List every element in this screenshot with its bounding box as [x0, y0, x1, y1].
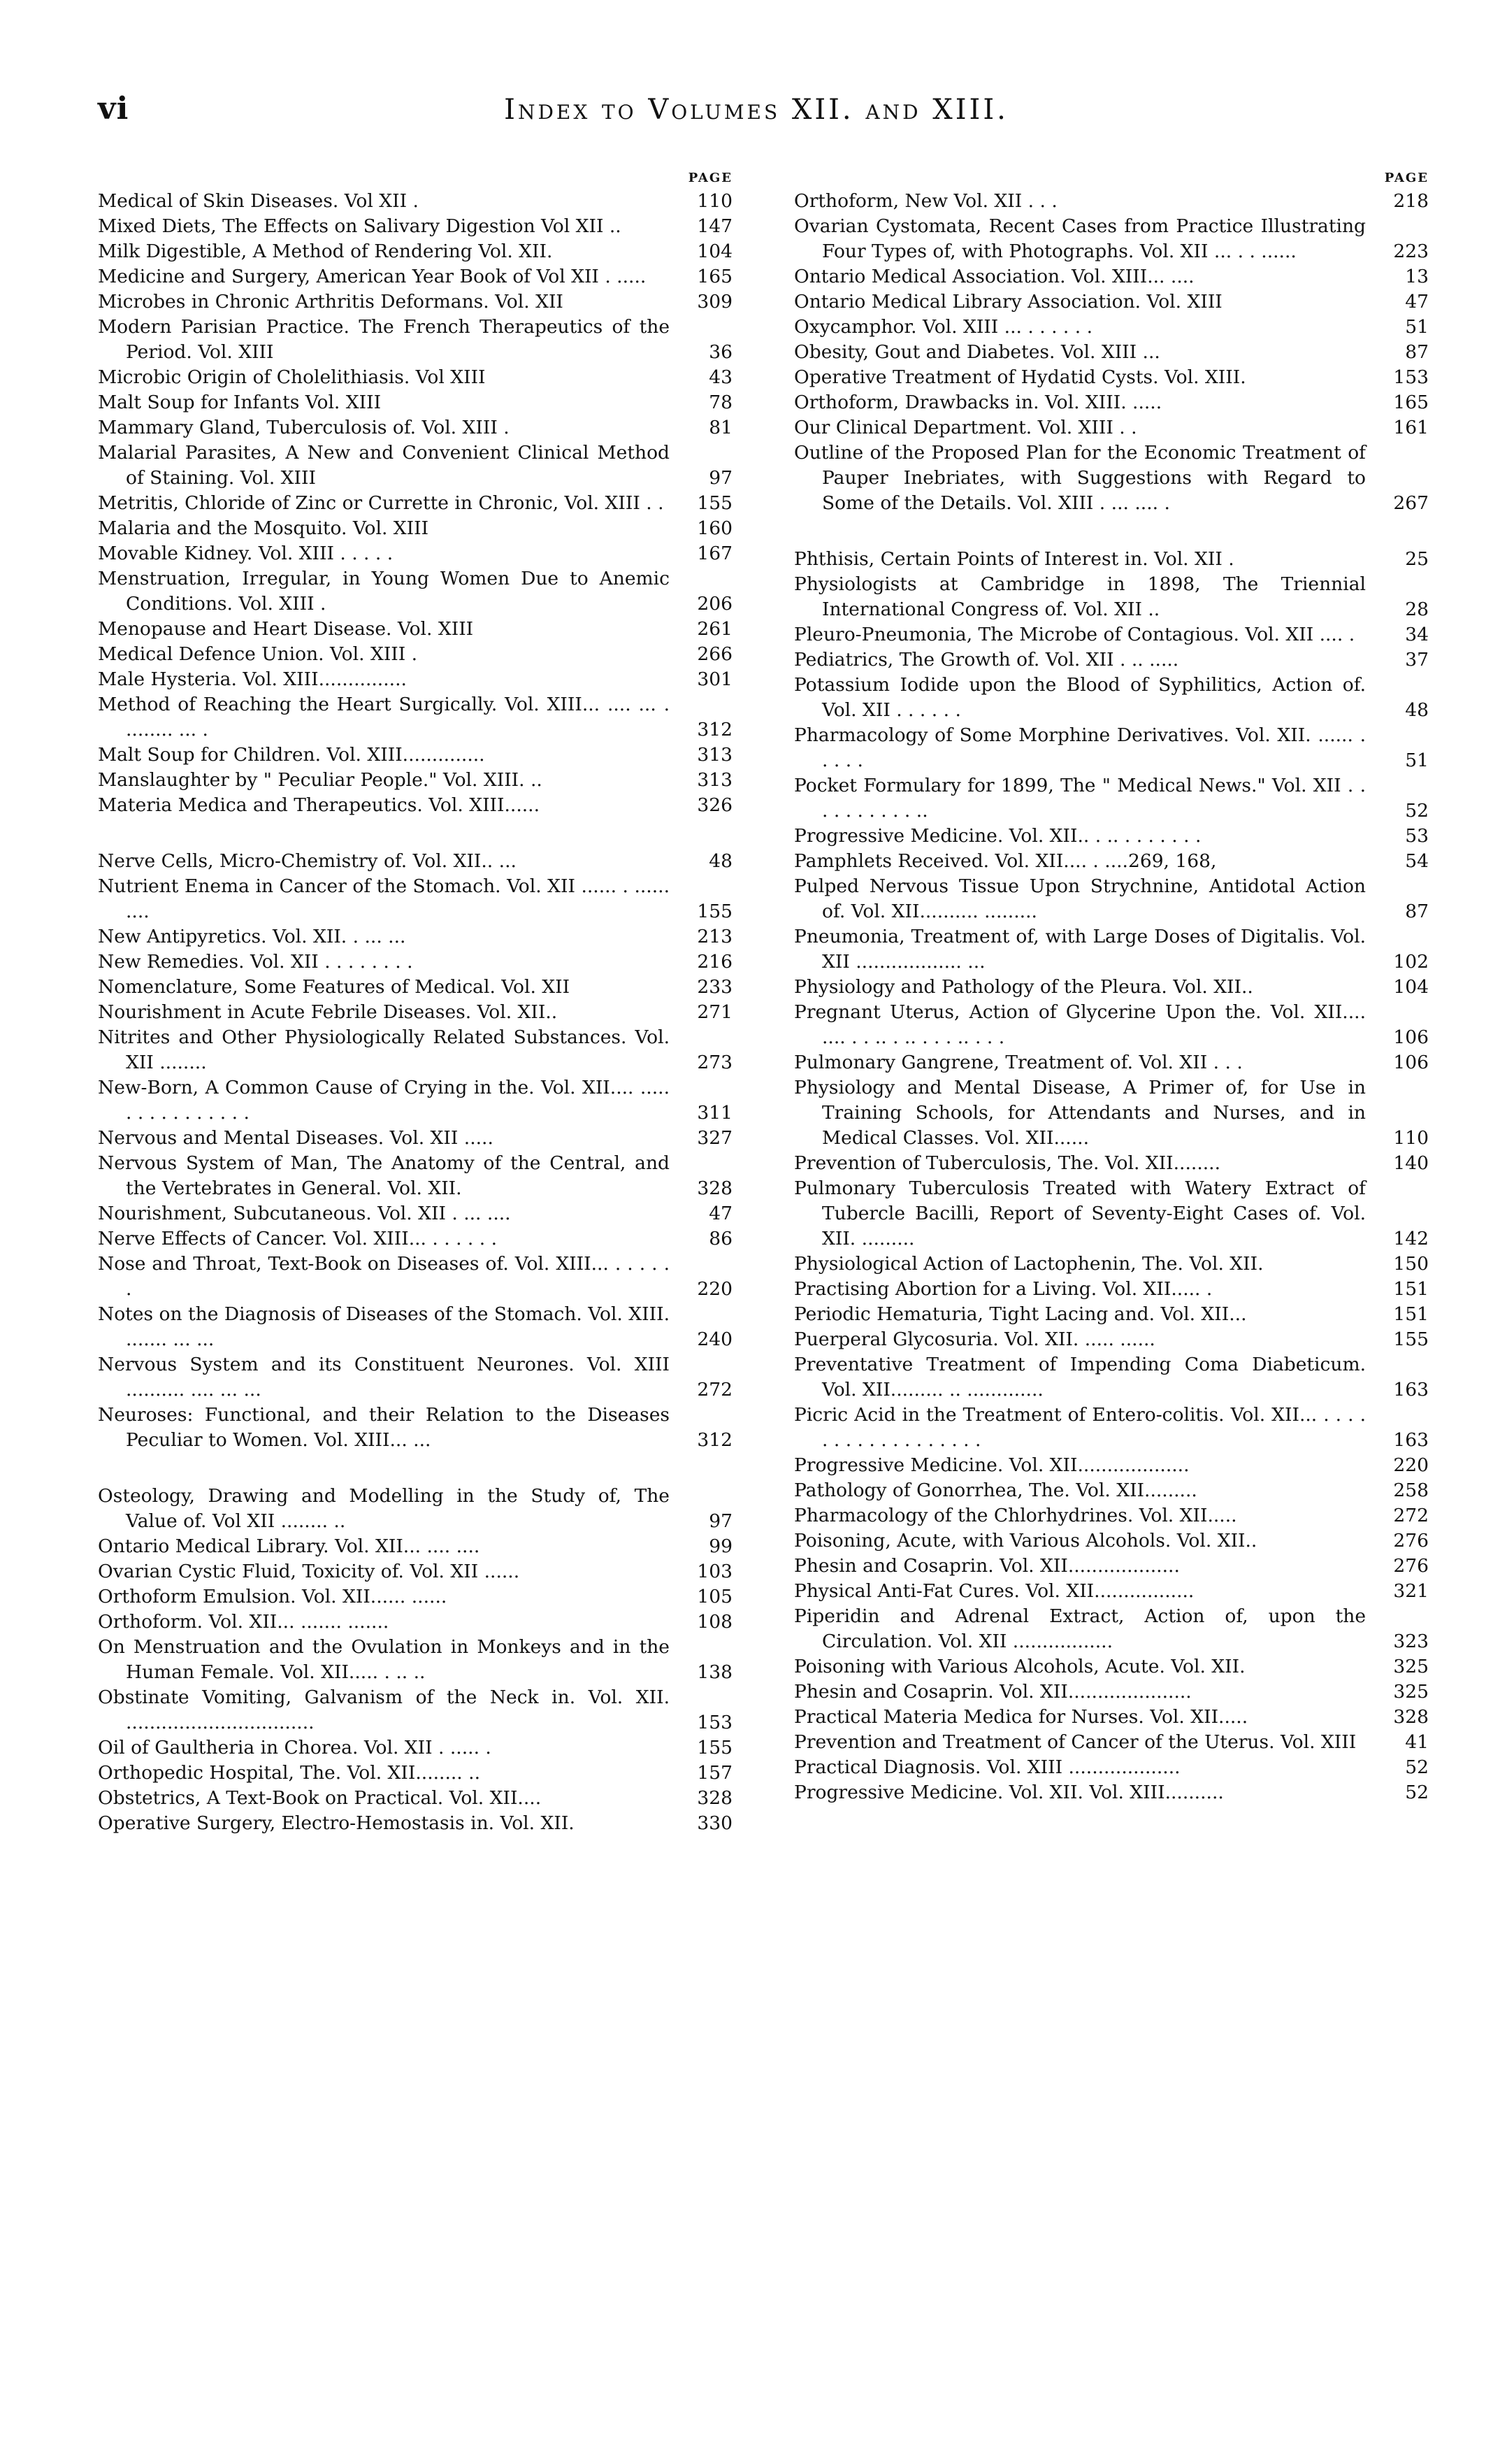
entry-text: Medical of Skin Diseases. Vol XII .: [98, 190, 419, 212]
index-entry: [794, 1528, 1429, 1554]
entry-page-number: 165: [1393, 392, 1429, 413]
entry-page-number: 325: [1393, 1656, 1429, 1677]
entry-page-number: 272: [697, 1379, 733, 1401]
index-entry: [794, 415, 1429, 440]
entry-text: Poisoning, Acute, with Various Alcohols. Vol. XII..: [794, 1530, 1257, 1552]
entry-text: Ovarian Cystic Fluid, Toxicity of. Vol. XII ......: [98, 1561, 520, 1582]
entry-page-number: 48: [1405, 699, 1429, 721]
index-entry: [794, 1352, 1429, 1403]
index-entry: [794, 1755, 1429, 1780]
entry-page-number: 86: [709, 1228, 733, 1249]
entry-text: Orthoform, New Vol. XII . . .: [794, 190, 1058, 212]
index-entry: [98, 315, 733, 365]
index-entry: [98, 1685, 733, 1735]
entry-page-number: 155: [697, 492, 733, 514]
entry-text: Nerve Cells, Micro-Chemistry of. Vol. XII.. ...: [98, 850, 517, 872]
entry-text: Pulped Nervous Tissue Upon Strychnine, Antidotal Action of. Vol. XII.......... .........: [794, 875, 1366, 922]
entry-text: Nervous System of Man, The Anatomy of the Central, and the Vertebrates in General. Vol. XII.: [98, 1152, 670, 1199]
entry-page-number: 163: [1393, 1429, 1429, 1451]
index-entry: [98, 1484, 733, 1534]
index-entry: [794, 1327, 1429, 1352]
entry-text: Menstruation, Irregular, in Young Women Due to Anemic Conditions. Vol. XIII .: [98, 568, 670, 615]
entry-page-number: 311: [697, 1102, 733, 1124]
entry-text: Ontario Medical Library. Vol. XII... .... ....: [98, 1535, 480, 1557]
entry-page-number: 327: [697, 1127, 733, 1149]
entry-text: Periodic Hematuria, Tight Lacing and. Vol. XII...: [794, 1303, 1247, 1325]
entry-page-number: 13: [1405, 266, 1429, 287]
right-page-label: PAGE: [1384, 171, 1429, 185]
entry-text: Physiology and Pathology of the Pleura. Vol. XII..: [794, 976, 1253, 998]
index-entry: [98, 1635, 733, 1685]
entry-page-number: 41: [1405, 1731, 1429, 1753]
index-entry: [98, 1811, 733, 1836]
entry-page-number: 323: [1393, 1631, 1429, 1652]
entry-text: Pharmacology of the Chlorhydrines. Vol. XII.....: [794, 1505, 1237, 1526]
entry-page-number: 104: [1393, 976, 1429, 998]
index-entry: [98, 1025, 733, 1075]
entry-text: Obesity, Gout and Diabetes. Vol. XIII ...: [794, 341, 1160, 363]
entry-text: Puerperal Glycosuria. Vol. XII. ..... ......: [794, 1328, 1155, 1350]
entry-text: Operative Surgery, Electro-Hemostasis in. Vol. XII.: [98, 1812, 575, 1834]
entry-page-number: 216: [697, 951, 733, 973]
entry-page-number: 54: [1405, 850, 1429, 872]
entry-page-number: 48: [709, 850, 733, 872]
section-gap: [794, 516, 1429, 547]
index-entry: [98, 1559, 733, 1584]
index-entry: [98, 1584, 733, 1610]
entry-text: Manslaughter by " Peculiar People." Vol. XIII. ..: [98, 769, 542, 791]
entry-text: Medicine and Surgery, American Year Book of Vol XII . .....: [98, 266, 647, 287]
index-entry: [98, 189, 733, 214]
index-entry: [794, 1050, 1429, 1075]
index-entry: [794, 975, 1429, 1000]
entry-page-number: 276: [1393, 1530, 1429, 1552]
index-entry: [98, 516, 733, 541]
entry-page-number: 81: [709, 417, 733, 438]
entry-text: Materia Medica and Therapeutics. Vol. XIII......: [98, 794, 540, 816]
entry-page-number: 43: [709, 366, 733, 388]
entry-page-number: 142: [1393, 1228, 1429, 1249]
entry-page-number: 218: [1393, 190, 1429, 212]
index-entry: [98, 289, 733, 315]
entry-text: On Menstruation and the Ovulation in Monkeys and in the Human Female. Vol. XII..... . .. ..: [98, 1636, 670, 1683]
entry-text: Nervous and Mental Diseases. Vol. XII .....: [98, 1127, 493, 1149]
entry-page-number: 52: [1405, 800, 1429, 822]
entry-text: Physical Anti-Fat Cures. Vol. XII.................: [794, 1580, 1195, 1602]
section-gap: [98, 1453, 733, 1484]
entry-page-number: 110: [697, 190, 733, 212]
entry-page-number: 34: [1405, 624, 1429, 645]
entry-text: Pharmacology of Some Morphine Derivatives. Vol. XII. ...... . . . . .: [794, 724, 1366, 771]
index-entry: [98, 1610, 733, 1635]
index-entry: [98, 874, 733, 924]
entry-page-number: 155: [697, 1737, 733, 1759]
index-entry: [98, 950, 733, 975]
index-entry: [794, 1000, 1429, 1050]
entry-page-number: 99: [709, 1535, 733, 1557]
index-entry: [794, 924, 1429, 975]
index-entry: [794, 1277, 1429, 1302]
index-entry: [98, 1000, 733, 1025]
entry-page-number: 276: [1393, 1555, 1429, 1577]
entry-text: Medical Defence Union. Vol. XIII .: [98, 643, 418, 665]
index-entry: [98, 365, 733, 390]
entry-page-number: 312: [697, 1429, 733, 1451]
index-entry: [98, 1761, 733, 1786]
index-entry: [794, 1176, 1429, 1252]
entry-page-number: 150: [1393, 1253, 1429, 1275]
entry-text: Practising Abortion for a Living. Vol. XII..... .: [794, 1278, 1213, 1300]
index-entry: [794, 214, 1429, 264]
entry-page-number: 52: [1405, 1756, 1429, 1778]
entry-text: Piperidin and Adrenal Extract, Action of, upon the Circulation. Vol. XII .................: [794, 1605, 1366, 1652]
index-entry: [794, 1503, 1429, 1528]
entry-text: Mammary Gland, Tuberculosis of. Vol. XIII .: [98, 417, 510, 438]
entry-text: Nourishment in Acute Febrile Diseases. Vol. XII..: [98, 1001, 558, 1023]
index-entry: [98, 1075, 733, 1126]
index-entry: [98, 541, 733, 566]
index-entry: [98, 743, 733, 768]
index-entry: [794, 189, 1429, 214]
section-gap: [98, 818, 733, 849]
entry-text: Oxycamphor. Vol. XIII ... . . . . . .: [794, 316, 1093, 338]
entry-page-number: 147: [697, 215, 733, 237]
entry-text: Practical Materia Medica for Nurses. Vol. XII.....: [794, 1706, 1248, 1728]
entry-page-number: 47: [709, 1203, 733, 1224]
index-entry: [794, 315, 1429, 340]
entry-page-number: 140: [1393, 1152, 1429, 1174]
entry-text: Pediatrics, The Growth of. Vol. XII . .. .....: [794, 649, 1179, 671]
entry-page-number: 153: [697, 1712, 733, 1733]
entry-page-number: 36: [709, 341, 733, 363]
entry-page-number: 106: [1393, 1026, 1429, 1048]
index-entry: [98, 390, 733, 415]
entry-page-number: 87: [1405, 341, 1429, 363]
index-entry: [98, 214, 733, 239]
index-entry: [98, 1302, 733, 1352]
entry-text: Pocket Formulary for 1899, The " Medical News." Vol. XII . . . . . . . . . . ..: [794, 775, 1366, 822]
entry-text: New-Born, A Common Cause of Crying in the. Vol. XII.... ..... . . . . . . . . . . .: [98, 1077, 670, 1124]
page-header: [98, 91, 1429, 168]
index-entry: [794, 440, 1429, 516]
entry-page-number: 309: [697, 291, 733, 313]
entry-text: Physiologists at Cambridge in 1898, The Triennial International Congress of. Vol. XII ..: [794, 573, 1366, 620]
entry-text: Potassium Iodide upon the Blood of Syphilitics, Action of. Vol. XII . . . . . .: [794, 674, 1366, 721]
index-entry: [794, 723, 1429, 773]
entry-text: Neuroses: Functional, and their Relation to the Diseases Peculiar to Women. Vol. XIII... ...: [98, 1404, 670, 1451]
entry-page-number: 266: [697, 643, 733, 665]
entry-page-number: 102: [1393, 951, 1429, 973]
index-entry: [98, 566, 733, 617]
index-entry: [794, 874, 1429, 924]
entry-text: Pamphlets Received. Vol. XII.... . ....269, 168,: [794, 850, 1217, 872]
entry-text: Picric Acid in the Treatment of Entero-colitis. Vol. XII... . . . . . . . . . . . . . . . . . .: [794, 1404, 1366, 1451]
entry-text: New Remedies. Vol. XII . . . . . . . .: [98, 951, 413, 973]
index-entry: [794, 773, 1429, 824]
entry-page-number: 167: [697, 543, 733, 564]
index-entry: [98, 1352, 733, 1403]
index-entry: [794, 572, 1429, 622]
entry-page-number: 52: [1405, 1782, 1429, 1803]
entry-text: Microbic Origin of Cholelithiasis. Vol XIII: [98, 366, 486, 388]
left-column: [98, 168, 733, 1836]
entry-text: Pleuro-Pneumonia, The Microbe of Contagious. Vol. XII .... .: [794, 624, 1355, 645]
entry-page-number: 240: [697, 1328, 733, 1350]
index-entry: [794, 289, 1429, 315]
entry-text: Pulmonary Gangrene, Treatment of. Vol. XII . . .: [794, 1052, 1243, 1073]
entry-text: Modern Parisian Practice. The French Therapeutics of the Period. Vol. XIII: [98, 316, 670, 363]
index-entry: [794, 1780, 1429, 1805]
entry-text: Nervous System and its Constituent Neurones. Vol. XIII .......... .... ... ...: [98, 1354, 670, 1401]
entry-page-number: 330: [697, 1812, 733, 1834]
entry-text: Prevention and Treatment of Cancer of the Uterus. Vol. XIII: [794, 1731, 1357, 1753]
index-entry: [98, 667, 733, 692]
entry-text: Obstinate Vomiting, Galvanism of the Neck in. Vol. XII. ................................: [98, 1686, 670, 1733]
index-entry: [98, 440, 733, 491]
entry-page-number: 104: [697, 241, 733, 262]
entry-page-number: 328: [697, 1177, 733, 1199]
entry-page-number: 271: [697, 1001, 733, 1023]
entry-text: Prevention of Tuberculosis, The. Vol. XII........: [794, 1152, 1221, 1174]
index-entry: [794, 1679, 1429, 1705]
entry-page-number: 213: [697, 926, 733, 947]
index-entry: [98, 1226, 733, 1252]
page-number: vi: [98, 91, 129, 127]
entry-text: Nutrient Enema in Cancer of the Stomach. Vol. XII ...... . ...... ....: [98, 875, 670, 922]
entry-text: Movable Kidney. Vol. XIII . . . . .: [98, 543, 394, 564]
entry-page-number: 157: [697, 1762, 733, 1784]
entry-text: Progressive Medicine. Vol. XII. Vol. XIII..........: [794, 1782, 1224, 1803]
index-entry: [794, 1554, 1429, 1579]
entry-page-number: 258: [1393, 1480, 1429, 1501]
entry-text: Pneumonia, Treatment of, with Large Doses of Digitalis. Vol. XII .................. ...: [794, 926, 1366, 973]
entry-text: Pulmonary Tuberculosis Treated with Watery Extract of Tubercle Bacilli, Report of Seventy-Eight Cases of. Vol. XII. .........: [794, 1177, 1366, 1249]
entry-text: Male Hysteria. Vol. XIII...............: [98, 668, 407, 690]
entry-page-number: 321: [1393, 1580, 1429, 1602]
entry-text: Physiological Action of Lactophenin, The. Vol. XII.: [794, 1253, 1264, 1275]
index-entry: [794, 1252, 1429, 1277]
index-entry: [98, 924, 733, 950]
entry-text: Malarial Parasites, A New and Convenient Clinical Method of Staining. Vol. XIII: [98, 442, 670, 489]
entry-page-number: 25: [1405, 548, 1429, 570]
index-entry: [98, 1403, 733, 1453]
index-entry: [98, 617, 733, 642]
index-entry: [98, 793, 733, 818]
entry-text: Phesin and Cosaprin. Vol. XII.....................: [794, 1681, 1192, 1703]
entry-page-number: 105: [697, 1586, 733, 1607]
index-entry: [98, 975, 733, 1000]
entry-text: Notes on the Diagnosis of Diseases of the Stomach. Vol. XIII. ....... ... ...: [98, 1303, 670, 1350]
entry-text: Our Clinical Department. Vol. XIII . .: [794, 417, 1137, 438]
entry-page-number: 326: [697, 794, 733, 816]
entry-text: Physiology and Mental Disease, A Primer of, for Use in Training Schools, for Attendants and Nurses, and in Medical Classes. Vol. XII......: [794, 1077, 1366, 1149]
entry-text: Progressive Medicine. Vol. XII.. . .. . . . . . . .: [794, 825, 1202, 847]
entry-page-number: 313: [697, 744, 733, 766]
entry-text: Pregnant Uterus, Action of Glycerine Upon the. Vol. XII.... .... . . .. . .. . . . .. . . .: [794, 1001, 1366, 1048]
entry-page-number: 165: [697, 266, 733, 287]
right-column: [794, 168, 1429, 1836]
entry-page-number: 261: [697, 618, 733, 640]
index-entry: [794, 824, 1429, 849]
entry-text: Mixed Diets, The Effects on Salivary Digestion Vol XII ..: [98, 215, 621, 237]
entry-page-number: 51: [1405, 750, 1429, 771]
entry-text: Ovarian Cystomata, Recent Cases from Practice Illustrating Four Types of, with Photographs. Vol. XII ... . . ......: [794, 215, 1366, 262]
entry-text: Oil of Gaultheria in Chorea. Vol. XII . ..... .: [98, 1737, 491, 1759]
entry-page-number: 78: [709, 392, 733, 413]
entry-page-number: 313: [697, 769, 733, 791]
entry-text: New Antipyretics. Vol. XII. . ... ...: [98, 926, 406, 947]
entry-page-number: 51: [1405, 316, 1429, 338]
entry-page-number: 312: [697, 719, 733, 740]
entry-text: Microbes in Chronic Arthritis Deformans. Vol. XII: [98, 291, 563, 313]
entry-page-number: 47: [1405, 291, 1429, 313]
index-entry: [794, 1151, 1429, 1176]
entry-page-number: 272: [1393, 1505, 1429, 1526]
index-entry: [98, 1534, 733, 1559]
entry-page-number: 37: [1405, 649, 1429, 671]
index-columns: [98, 168, 1429, 1836]
index-entry: [98, 415, 733, 440]
page-title: Index to Volumes XII. and XIII.: [504, 94, 1009, 126]
entry-text: Osteology, Drawing and Modelling in the Study of, The Value of. Vol XII ........ ..: [98, 1485, 670, 1532]
entry-page-number: 97: [709, 467, 733, 489]
entry-page-number: 155: [1393, 1328, 1429, 1350]
entry-text: Nomenclature, Some Features of Medical. Vol. XII: [98, 976, 570, 998]
entry-page-number: 110: [1393, 1127, 1429, 1149]
entry-page-number: 206: [697, 593, 733, 615]
index-entry: [98, 849, 733, 874]
entry-page-number: 97: [709, 1510, 733, 1532]
entry-page-number: 301: [697, 668, 733, 690]
index-entry: [794, 622, 1429, 647]
entry-page-number: 267: [1393, 492, 1429, 514]
entry-text: Phesin and Cosaprin. Vol. XII...................: [794, 1555, 1180, 1577]
entry-page-number: 233: [697, 976, 733, 998]
index-entry: [794, 365, 1429, 390]
index-entry: [98, 1151, 733, 1201]
entry-page-number: 153: [1393, 366, 1429, 388]
entry-page-number: 328: [1393, 1706, 1429, 1728]
index-entry: [98, 768, 733, 793]
entry-text: Ontario Medical Association. Vol. XIII... ....: [794, 266, 1195, 287]
index-entry: [98, 264, 733, 289]
entry-page-number: 160: [697, 517, 733, 539]
entry-page-number: 151: [1393, 1303, 1429, 1325]
index-entry: [794, 1478, 1429, 1503]
index-entry: [98, 239, 733, 264]
index-entry: [794, 1705, 1429, 1730]
index-entry: [794, 1403, 1429, 1453]
index-entry: [98, 491, 733, 516]
entry-text: Metritis, Chloride of Zinc or Currette in Chronic, Vol. XIII . .: [98, 492, 664, 514]
entry-page-number: 87: [1405, 901, 1429, 922]
entry-page-number: 53: [1405, 825, 1429, 847]
entry-text: Phthisis, Certain Points of Interest in. Vol. XII .: [794, 548, 1234, 570]
entry-page-number: 108: [697, 1611, 733, 1633]
entry-text: Poisoning with Various Alcohols, Acute. Vol. XII.: [794, 1656, 1246, 1677]
entry-text: Orthoform, Drawbacks in. Vol. XIII. .....: [794, 392, 1162, 413]
entry-text: Malt Soup for Infants Vol. XIII: [98, 392, 382, 413]
index-entry: [794, 1302, 1429, 1327]
entry-text: Malaria and the Mosquito. Vol. XIII: [98, 517, 429, 539]
entry-text: Method of Reaching the Heart Surgically. Vol. XIII... .... ... . ........ ... .: [98, 694, 670, 740]
entry-page-number: 328: [697, 1787, 733, 1809]
entry-page-number: 220: [697, 1278, 733, 1300]
entry-text: Ontario Medical Library Association. Vol. XIII: [794, 291, 1223, 313]
index-entry: [794, 647, 1429, 673]
entry-text: Progressive Medicine. Vol. XII...................: [794, 1454, 1190, 1476]
entry-text: Orthoform Emulsion. Vol. XII...... ......: [98, 1586, 447, 1607]
entry-text: Malt Soup for Children. Vol. XIII..............: [98, 744, 485, 766]
index-entry: [98, 1735, 733, 1761]
entry-page-number: 220: [1393, 1454, 1429, 1476]
entry-page-number: 223: [1393, 241, 1429, 262]
index-entry: [794, 849, 1429, 874]
index-entry: [794, 1075, 1429, 1151]
entry-page-number: 161: [1393, 417, 1429, 438]
index-entry: [98, 1201, 733, 1226]
index-entry: [98, 1252, 733, 1302]
index-entry: [98, 1786, 733, 1811]
index-entry: [794, 1579, 1429, 1604]
entry-text: Pathology of Gonorrhea, The. Vol. XII.........: [794, 1480, 1197, 1501]
entry-text: Preventative Treatment of Impending Coma Diabeticum. Vol. XII......... .. .............: [794, 1354, 1366, 1401]
index-entry: [794, 673, 1429, 723]
entry-text: Outline of the Proposed Plan for the Economic Treatment of Pauper Inebriates, with Suggestions with Regard to Some of the Details. Vol. XIII . ... .... .: [794, 442, 1366, 514]
entry-page-number: 103: [697, 1561, 733, 1582]
entry-page-number: 106: [1393, 1052, 1429, 1073]
entry-text: Operative Treatment of Hydatid Cysts. Vol. XIII.: [794, 366, 1246, 388]
entry-page-number: 151: [1393, 1278, 1429, 1300]
index-entry: [98, 642, 733, 667]
entry-page-number: 138: [697, 1661, 733, 1683]
entry-text: Orthopedic Hospital, The. Vol. XII........ ..: [98, 1762, 481, 1784]
entry-page-number: 273: [697, 1052, 733, 1073]
entry-page-number: 28: [1405, 599, 1429, 620]
index-entry: [98, 692, 733, 743]
entry-page-number: 325: [1393, 1681, 1429, 1703]
index-entry: [794, 390, 1429, 415]
entry-text: Nourishment, Subcutaneous. Vol. XII . ... ....: [98, 1203, 511, 1224]
left-page-label: PAGE: [688, 171, 733, 185]
entry-page-number: 163: [1393, 1379, 1429, 1401]
entry-text: Nerve Effects of Cancer. Vol. XIII... . . . . . .: [98, 1228, 498, 1249]
entry-text: Menopause and Heart Disease. Vol. XIII: [98, 618, 474, 640]
index-entry: [794, 1604, 1429, 1654]
index-entry: [98, 1126, 733, 1151]
entry-text: Practical Diagnosis. Vol. XIII ...................: [794, 1756, 1181, 1778]
index-entry: [794, 547, 1429, 572]
entry-text: Nose and Throat, Text-Book on Diseases of. Vol. XIII... . . . . . .: [98, 1253, 670, 1300]
index-entry: [794, 1654, 1429, 1679]
entry-text: Nitrites and Other Physiologically Related Substances. Vol. XII ........: [98, 1026, 670, 1073]
entry-page-number: 155: [697, 901, 733, 922]
index-entry: [794, 1730, 1429, 1755]
entry-text: Milk Digestible, A Method of Rendering Vol. XII.: [98, 241, 553, 262]
entry-text: Obstetrics, A Text-Book on Practical. Vol. XII....: [98, 1787, 542, 1809]
entry-text: Orthoform. Vol. XII... ....... .......: [98, 1611, 389, 1633]
index-entry: [794, 340, 1429, 365]
index-entry: [794, 264, 1429, 289]
index-entry: [794, 1453, 1429, 1478]
